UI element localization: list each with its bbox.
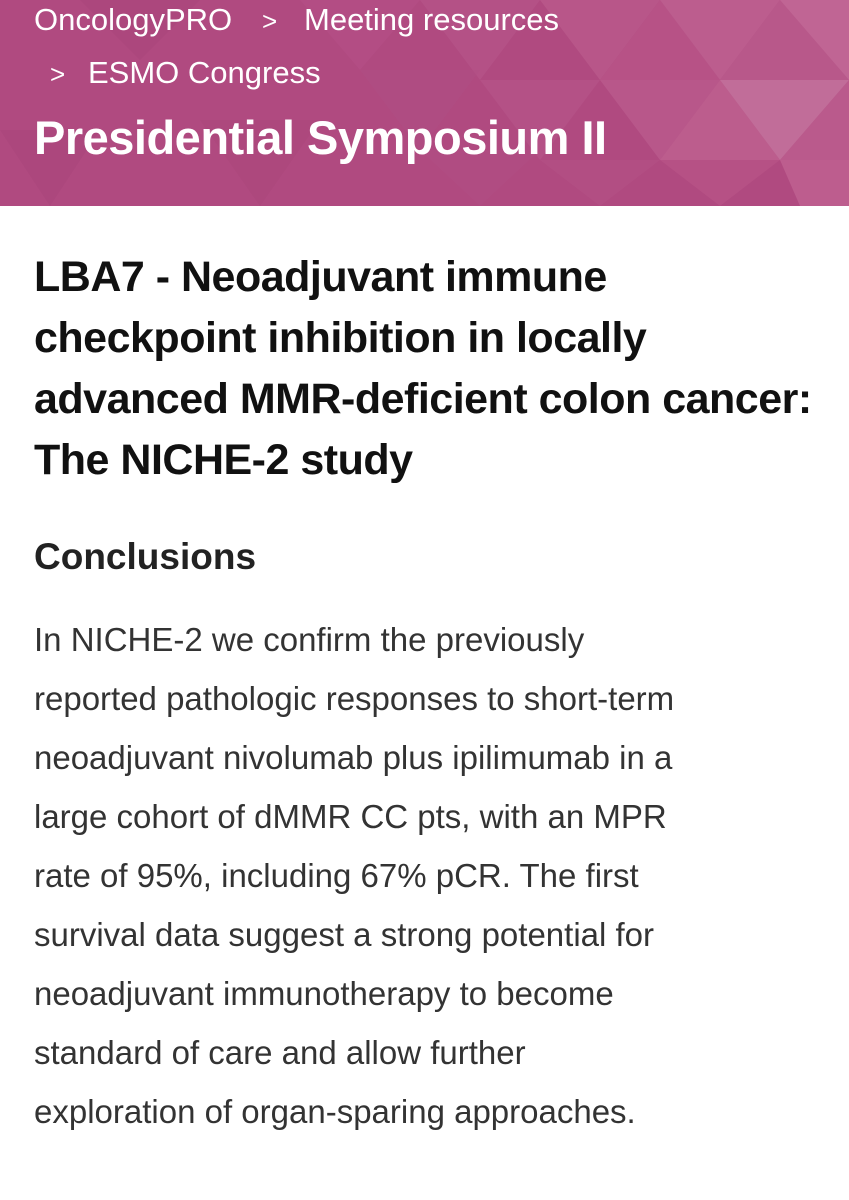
breadcrumb-item-meeting-resources[interactable]: Meeting resources bbox=[304, 2, 560, 37]
breadcrumb-separator: > bbox=[262, 6, 278, 36]
conclusions-line: rate of 95%, including 67% pCR. The first bbox=[34, 857, 639, 894]
breadcrumb-separator: > bbox=[50, 59, 66, 89]
header-banner bbox=[0, 0, 849, 206]
conclusions-line: standard of care and allow further bbox=[34, 1034, 526, 1071]
conclusions-line: neoadjuvant nivolumab plus ipilimumab in a bbox=[34, 739, 673, 776]
conclusions-body bbox=[34, 610, 824, 1141]
section-title: Presidential Symposium II bbox=[34, 111, 607, 164]
conclusions-heading: Conclusions bbox=[34, 536, 257, 577]
breadcrumb-item-esmo-congress[interactable]: ESMO Congress bbox=[88, 55, 321, 90]
conclusions-line: neoadjuvant immunotherapy to become bbox=[34, 975, 614, 1012]
abstract-title: LBA7 - Neoadjuvant immune checkpoint inhibition in locally advanced MMR-deficient colon cancer: The NICHE-2 study bbox=[34, 253, 812, 484]
breadcrumb-item-oncologypro[interactable]: OncologyPRO bbox=[34, 2, 233, 37]
conclusions-line: In NICHE-2 we confirm the previously bbox=[34, 621, 585, 658]
conclusions-line: reported pathologic responses to short-term bbox=[34, 680, 675, 717]
conclusions-line: survival data suggest a strong potential for bbox=[34, 916, 655, 953]
conclusions-line: exploration of organ-sparing approaches. bbox=[34, 1093, 636, 1130]
conclusions-line: large cohort of dMMR CC pts, with an MPR bbox=[34, 798, 667, 835]
